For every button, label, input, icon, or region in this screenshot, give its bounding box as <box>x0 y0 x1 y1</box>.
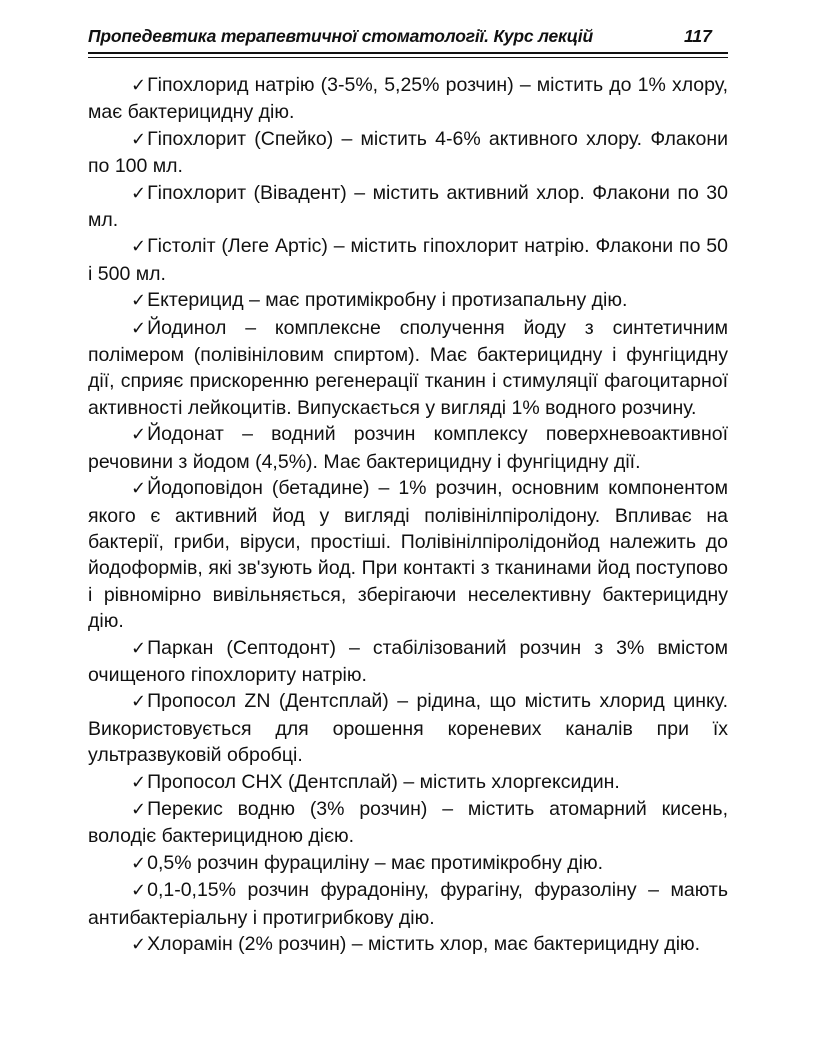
checkmark-icon: ✓ <box>131 182 147 204</box>
checkmark-icon: ✓ <box>131 880 147 902</box>
checkmark-icon: ✓ <box>131 798 147 820</box>
checkmark-icon: ✓ <box>131 852 147 874</box>
list-item <box>88 688 728 768</box>
list-item-text: Йодоповідон (бетадине) – 1% розчин, основним компонентом якого є активний йод у вигляді полівінілпіролідону. Впливає на бактерії, гриби, віруси, простіші. Полівінілпіролідонйод належить до йодоформів, які зв'зують йод. При контакті з тканинами йод поступово і рівномірно вивільняється, зберігаючи неселективну бактерицидну дію. <box>88 477 728 633</box>
header-rule-thin <box>88 57 728 58</box>
list-item <box>88 769 728 796</box>
checkmark-icon: ✓ <box>131 290 147 312</box>
list-item <box>88 180 728 234</box>
list-item-text: Гіпохлорит (Спейко) – містить 4-6% активного хлору. Флакони по 100 мл. <box>88 127 728 178</box>
checkmark-icon: ✓ <box>131 934 147 955</box>
list-item <box>88 315 728 422</box>
checkmark-icon: ✓ <box>131 317 147 339</box>
list-item-text: Паркан (Септодонт) – стабілізований розчин з 3% вмістом очищеного гіпохлориту натрію. <box>88 636 728 686</box>
checkmark-icon: ✓ <box>131 691 147 713</box>
list-item-text: Гістоліт (Леге Артіс) – містить гіпохлорит натрію. Флакони по 50 і 500 мл. <box>88 235 728 285</box>
list-item <box>88 233 728 287</box>
list-item-text: Перекис водню (3% розчин) – містить атомарний кисень, володіє бактерицидною дією. <box>88 797 728 848</box>
list-item-text: Гіпохлорит (Вівадент) – містить активний хлор. Флакони по 30 мл. <box>88 181 728 232</box>
list-item <box>88 287 728 314</box>
checkmark-icon: ✓ <box>131 771 147 793</box>
list-item-text: Йодинол – комплексне сполучення йоду з синтетичним полімером (полівініловим спиртом). Має бактерицидну і фунгіцидну дії, сприяє прискоренню регенерації тканин і стимуляції фагоцитарної активності лейкоцитів. Випускається у вигляді 1% водного розчину. <box>88 316 728 419</box>
list-item-text: Ектерицид – має протимікробну і протизапальну дію. <box>147 289 628 312</box>
header-rule-thick <box>88 52 728 54</box>
list-item <box>88 877 728 931</box>
running-header <box>88 24 728 48</box>
list-item <box>88 126 728 180</box>
list-item-text: Пропосол СНХ (Дентсплай) – містить хлоргексидин. <box>147 770 620 793</box>
list-item <box>88 635 728 689</box>
list-item <box>88 850 728 877</box>
list-item <box>88 931 728 958</box>
checkmark-icon: ✓ <box>131 424 147 446</box>
running-title: Пропедевтика терапевтичної стоматології. Курс лекцій <box>88 26 593 46</box>
list-item-text: Пропосол ZN (Дентсплай) – рідина, що містить хлорид цинку. Використовується для орошення кореневих каналів при їх ультразвуковій обробці. <box>88 690 728 767</box>
page-number: 117 <box>684 26 712 46</box>
checkmark-icon: ✓ <box>131 236 147 258</box>
list-item-text: 0,1-0,15% розчин фурадоніну, фурагіну, фуразоліну – мають антибактеріальну і протигрибкову дію. <box>88 879 728 929</box>
checkmark-icon: ✓ <box>131 637 147 659</box>
list-item <box>88 421 728 475</box>
checkmark-icon: ✓ <box>131 75 147 96</box>
list-item-text: 0,5% розчин фурациліну – має протимікробну дію. <box>147 851 604 874</box>
list-item <box>88 475 728 634</box>
list-item-text: Хлорамін (2% розчин) – містить хлор, має бактерицидну дію. <box>147 933 701 955</box>
body-text <box>88 72 728 958</box>
list-item <box>88 72 728 126</box>
list-item <box>88 796 728 850</box>
list-item-text: Йодонат – водний розчин комплексу поверхневоактивної речовини з йодом (4,5%). Має бактерицидну і фунгіцидну дії. <box>88 423 728 473</box>
list-item-text: Гіпохлорид натрію (3-5%, 5,25% розчин) – містить до 1% хлору, має бактерицидну дію. <box>88 74 728 124</box>
checkmark-icon: ✓ <box>131 478 147 500</box>
checkmark-icon: ✓ <box>131 128 147 150</box>
